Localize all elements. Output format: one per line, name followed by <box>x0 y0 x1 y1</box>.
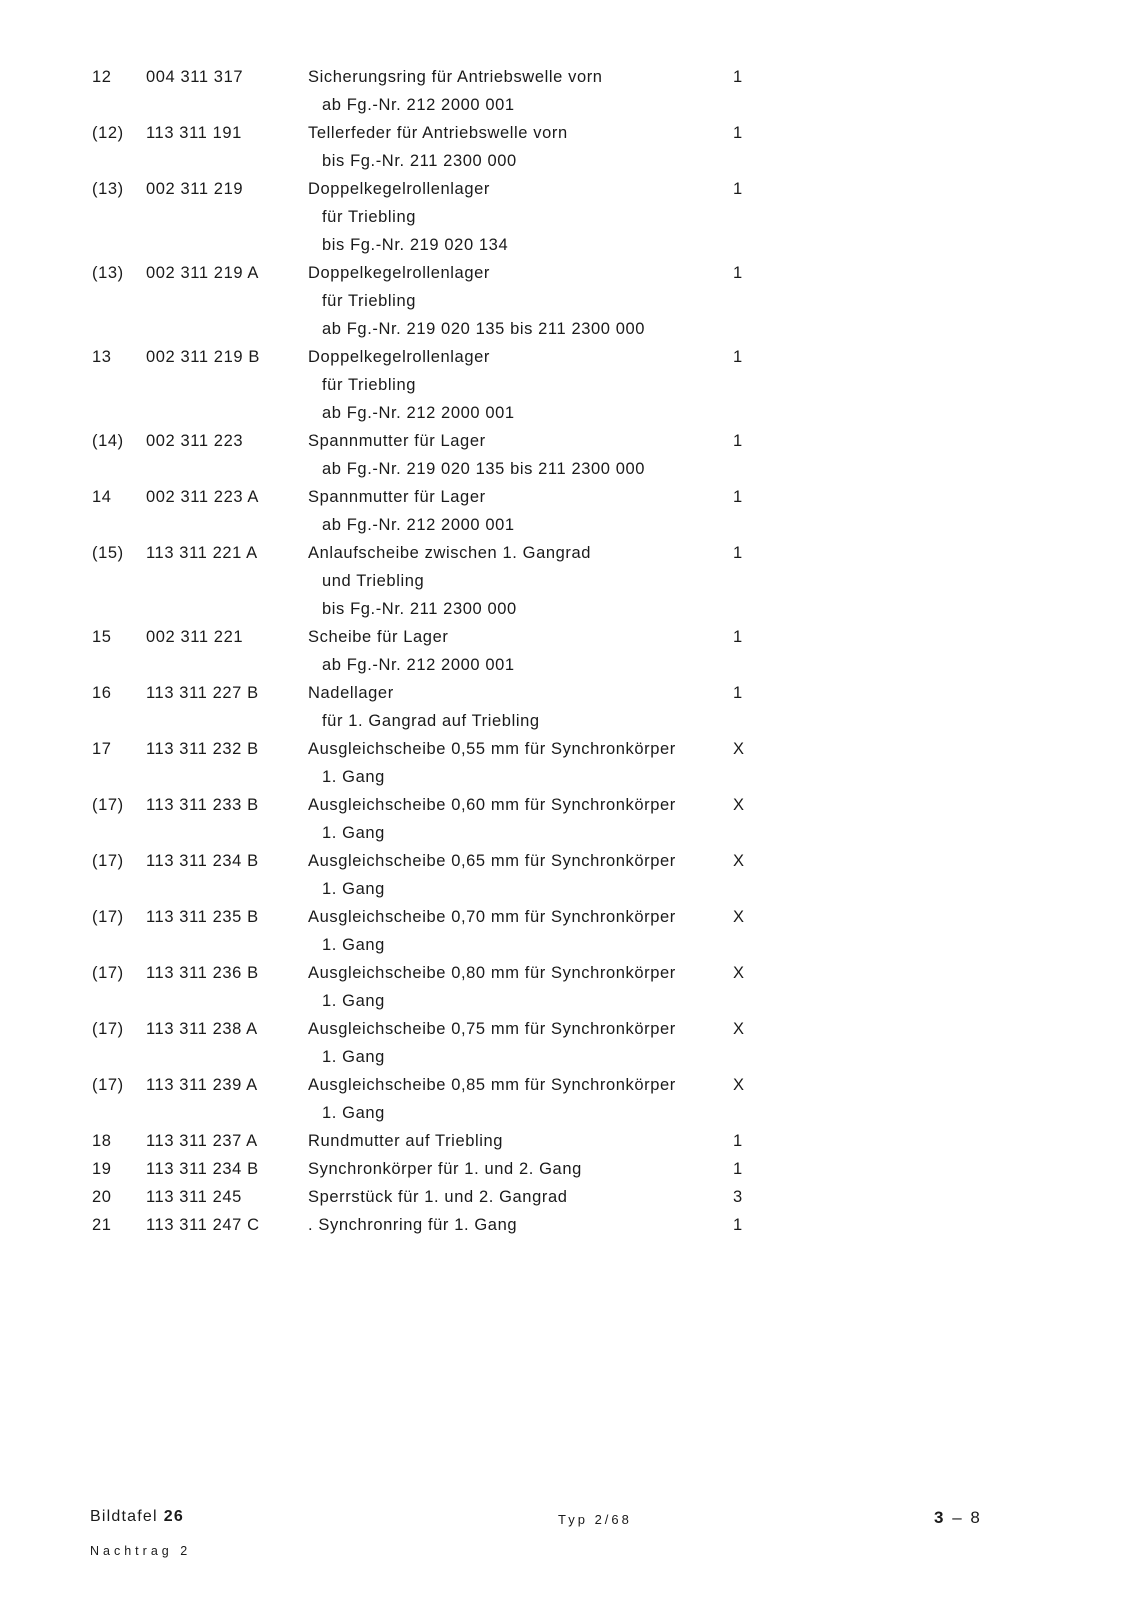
part-quantity: 3 <box>733 1188 743 1206</box>
part-description: Sperrstück für 1. und 2. Gangrad <box>308 1188 568 1206</box>
plate-number: 26 <box>163 1508 184 1525</box>
part-number: 113 311 234 B <box>146 852 259 870</box>
part-description: Ausgleichscheibe 0,75 mm für Synchronkörper <box>308 1020 676 1038</box>
part-main-line <box>0 64 1133 92</box>
part-position: 20 <box>92 1188 112 1206</box>
part-detail-line <box>0 876 1133 904</box>
part-number: 113 311 236 B <box>146 964 259 982</box>
part-main-line <box>0 176 1133 204</box>
part-detail-line <box>0 932 1133 960</box>
part-detail-line <box>0 204 1133 232</box>
part-description-detail: für 1. Gangrad auf Triebling <box>322 712 540 730</box>
part-quantity: 1 <box>733 488 743 506</box>
part-number: 113 311 233 B <box>146 796 259 814</box>
plate-label: Bildtafel <box>90 1508 158 1525</box>
part-quantity: 1 <box>733 1160 743 1178</box>
part-quantity: 1 <box>733 1216 743 1234</box>
part-description: Ausgleichscheibe 0,80 mm für Synchronkörper <box>308 964 676 982</box>
part-position: 21 <box>92 1216 112 1234</box>
part-row <box>0 960 1133 1016</box>
part-description-detail: bis Fg.-Nr. 211 2300 000 <box>322 152 517 170</box>
part-main-line <box>0 904 1133 932</box>
part-number: 002 311 219 B <box>146 348 260 366</box>
part-quantity: 1 <box>733 432 743 450</box>
part-row <box>0 848 1133 904</box>
part-quantity: 1 <box>733 628 743 646</box>
part-description-detail: 1. Gang <box>322 768 385 786</box>
part-main-line <box>0 1016 1133 1044</box>
part-row <box>0 736 1133 792</box>
part-description-detail: ab Fg.-Nr. 212 2000 001 <box>322 516 515 534</box>
part-main-line <box>0 484 1133 512</box>
part-number: 113 311 227 B <box>146 684 259 702</box>
part-number: 113 311 245 <box>146 1188 242 1206</box>
part-detail-line <box>0 148 1133 176</box>
part-position: (13) <box>92 264 124 282</box>
part-description-detail: für Triebling <box>322 292 417 310</box>
part-description: Anlaufscheibe zwischen 1. Gangrad <box>308 544 592 562</box>
part-description: . Synchronring für 1. Gang <box>308 1216 518 1234</box>
part-detail-line <box>0 652 1133 680</box>
part-description: Doppelkegelrollenlager <box>308 348 490 366</box>
part-number: 113 311 234 B <box>146 1160 259 1178</box>
part-row <box>0 680 1133 736</box>
part-main-line <box>0 1156 1133 1184</box>
part-detail-line <box>0 708 1133 736</box>
part-detail-line <box>0 456 1133 484</box>
part-row <box>0 484 1133 540</box>
part-main-line <box>0 848 1133 876</box>
part-number: 004 311 317 <box>146 68 244 86</box>
part-number: 002 311 223 A <box>146 488 260 506</box>
part-description-detail: 1. Gang <box>322 992 385 1010</box>
part-row <box>0 1212 1133 1240</box>
part-position: 18 <box>92 1132 112 1150</box>
part-main-line <box>0 260 1133 288</box>
part-position: (13) <box>92 180 124 198</box>
part-main-line <box>0 1072 1133 1100</box>
part-detail-line <box>0 232 1133 260</box>
part-main-line <box>0 960 1133 988</box>
part-quantity: 1 <box>733 68 743 86</box>
part-quantity: 1 <box>733 264 743 282</box>
part-detail-line <box>0 1100 1133 1128</box>
part-description-detail: bis Fg.-Nr. 219 020 134 <box>322 236 509 254</box>
part-position: (12) <box>92 124 124 142</box>
part-row <box>0 176 1133 260</box>
part-detail-line <box>0 1044 1133 1072</box>
part-main-line <box>0 736 1133 764</box>
part-position: 15 <box>92 628 112 646</box>
page-num: 8 <box>970 1508 982 1527</box>
part-description-detail: 1. Gang <box>322 824 385 842</box>
part-main-line <box>0 540 1133 568</box>
part-detail-line <box>0 820 1133 848</box>
part-detail-line <box>0 288 1133 316</box>
part-description: Ausgleichscheibe 0,65 mm für Synchronkörper <box>308 852 676 870</box>
plate-reference <box>90 1508 184 1526</box>
part-detail-line <box>0 316 1133 344</box>
page-number <box>934 1508 982 1528</box>
part-number: 002 311 221 <box>146 628 244 646</box>
part-position: 19 <box>92 1160 112 1178</box>
part-description: Sicherungsring für Antriebswelle vorn <box>308 68 603 86</box>
part-description-detail: ab Fg.-Nr. 212 2000 001 <box>322 96 515 114</box>
part-number: 002 311 219 <box>146 180 244 198</box>
part-description-detail: und Triebling <box>322 572 425 590</box>
part-position: 17 <box>92 740 112 758</box>
part-detail-line <box>0 372 1133 400</box>
part-row <box>0 64 1133 120</box>
part-number: 113 311 237 A <box>146 1132 258 1150</box>
part-main-line <box>0 624 1133 652</box>
part-description: Ausgleichscheibe 0,60 mm für Synchronkörper <box>308 796 676 814</box>
part-description-detail: ab Fg.-Nr. 219 020 135 bis 211 2300 000 <box>322 320 646 338</box>
part-main-line <box>0 344 1133 372</box>
part-description-detail: bis Fg.-Nr. 211 2300 000 <box>322 600 517 618</box>
part-row <box>0 792 1133 848</box>
part-quantity: 1 <box>733 124 743 142</box>
part-position: (17) <box>92 1020 124 1038</box>
part-detail-line <box>0 512 1133 540</box>
part-detail-line <box>0 988 1133 1016</box>
part-number: 002 311 219 A <box>146 264 260 282</box>
part-description: Spannmutter für Lager <box>308 432 486 450</box>
part-position: (17) <box>92 964 124 982</box>
part-description-detail: für Triebling <box>322 208 417 226</box>
part-position: 12 <box>92 68 112 86</box>
part-number: 113 311 238 A <box>146 1020 258 1038</box>
part-number: 113 311 247 C <box>146 1216 260 1234</box>
part-row <box>0 1184 1133 1212</box>
part-description-detail: ab Fg.-Nr. 212 2000 001 <box>322 404 515 422</box>
part-row <box>0 1128 1133 1156</box>
part-number: 113 311 239 A <box>146 1076 258 1094</box>
part-main-line <box>0 680 1133 708</box>
part-position: 16 <box>92 684 112 702</box>
part-description: Synchronkörper für 1. und 2. Gang <box>308 1160 582 1178</box>
part-quantity: X <box>733 740 745 758</box>
part-number: 113 311 221 A <box>146 544 258 562</box>
part-description: Doppelkegelrollenlager <box>308 264 490 282</box>
part-quantity: X <box>733 852 745 870</box>
part-description: Rundmutter auf Triebling <box>308 1132 504 1150</box>
part-number: 002 311 223 <box>146 432 244 450</box>
part-row <box>0 540 1133 624</box>
part-quantity: 1 <box>733 684 743 702</box>
part-position: 13 <box>92 348 112 366</box>
part-main-line <box>0 1212 1133 1240</box>
part-number: 113 311 232 B <box>146 740 259 758</box>
part-quantity: X <box>733 1020 745 1038</box>
part-position: (17) <box>92 796 124 814</box>
part-description: Ausgleichscheibe 0,55 mm für Synchronkörper <box>308 740 676 758</box>
part-position: (14) <box>92 432 124 450</box>
page-section: 3 <box>934 1508 946 1527</box>
part-row <box>0 260 1133 344</box>
part-description-detail: 1. Gang <box>322 880 385 898</box>
part-description-detail: ab Fg.-Nr. 219 020 135 bis 211 2300 000 <box>322 460 646 478</box>
part-position: (17) <box>92 852 124 870</box>
part-quantity: X <box>733 1076 745 1094</box>
part-description: Ausgleichscheibe 0,70 mm für Synchronkörper <box>308 908 676 926</box>
part-quantity: 1 <box>733 348 743 366</box>
part-position: (17) <box>92 908 124 926</box>
part-description: Tellerfeder für Antriebswelle vorn <box>308 124 568 142</box>
part-description-detail: 1. Gang <box>322 1104 385 1122</box>
part-main-line <box>0 792 1133 820</box>
parts-list <box>0 64 1133 1240</box>
part-main-line <box>0 1128 1133 1156</box>
part-detail-line <box>0 764 1133 792</box>
part-row <box>0 1016 1133 1072</box>
type-label: Typ 2/68 <box>558 1512 632 1527</box>
part-quantity: 1 <box>733 544 743 562</box>
part-description-detail: ab Fg.-Nr. 212 2000 001 <box>322 656 515 674</box>
part-number: 113 311 235 B <box>146 908 259 926</box>
part-detail-line <box>0 400 1133 428</box>
part-description: Ausgleichscheibe 0,85 mm für Synchronkörper <box>308 1076 676 1094</box>
page-separator: – <box>952 1508 964 1527</box>
part-description: Scheibe für Lager <box>308 628 449 646</box>
part-row <box>0 1072 1133 1128</box>
part-description-detail: 1. Gang <box>322 936 385 954</box>
part-row <box>0 344 1133 428</box>
part-detail-line <box>0 596 1133 624</box>
part-row <box>0 624 1133 680</box>
part-row <box>0 1156 1133 1184</box>
part-main-line <box>0 1184 1133 1212</box>
part-position: (17) <box>92 1076 124 1094</box>
part-main-line <box>0 120 1133 148</box>
part-detail-line <box>0 568 1133 596</box>
part-row <box>0 120 1133 176</box>
part-quantity: 1 <box>733 180 743 198</box>
part-detail-line <box>0 92 1133 120</box>
part-quantity: X <box>733 908 745 926</box>
part-description: Doppelkegelrollenlager <box>308 180 490 198</box>
part-description-detail: für Triebling <box>322 376 417 394</box>
part-description-detail: 1. Gang <box>322 1048 385 1066</box>
part-quantity: X <box>733 796 745 814</box>
supplement-label: Nachtrag 2 <box>90 1544 192 1558</box>
part-row <box>0 904 1133 960</box>
part-position: 14 <box>92 488 112 506</box>
part-quantity: X <box>733 964 745 982</box>
part-description: Spannmutter für Lager <box>308 488 486 506</box>
part-main-line <box>0 428 1133 456</box>
part-number: 113 311 191 <box>146 124 242 142</box>
part-quantity: 1 <box>733 1132 743 1150</box>
part-description: Nadellager <box>308 684 394 702</box>
part-row <box>0 428 1133 484</box>
part-position: (15) <box>92 544 124 562</box>
